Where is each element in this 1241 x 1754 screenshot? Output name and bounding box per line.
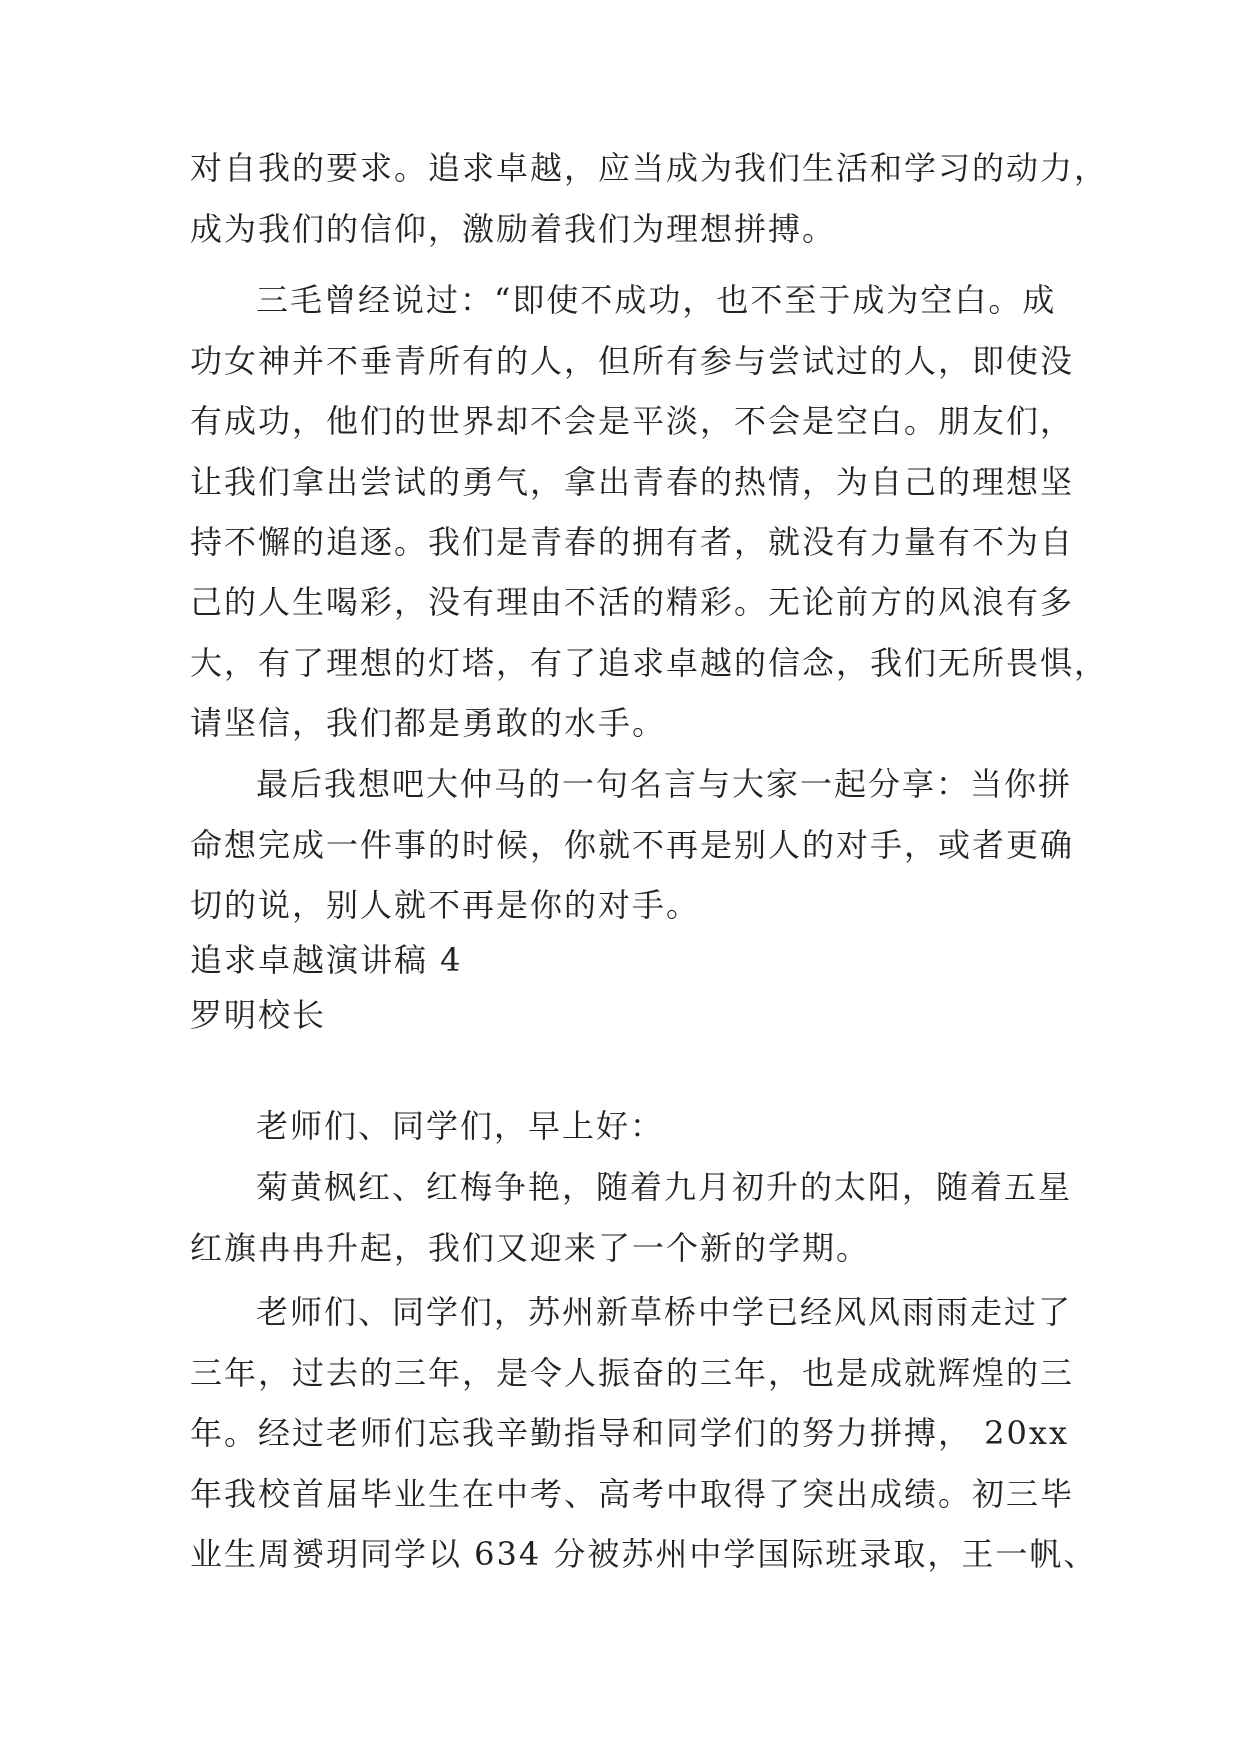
text-line: 己的人生喝彩，没有理由不活的精彩。无论前方的风浪有多 [190, 583, 1075, 621]
text-line: 请坚信，我们都是勇敢的水手。 [190, 704, 667, 742]
author-line: 罗明校长 [190, 996, 327, 1034]
text-line: 业生周赟玥同学以 634 分被苏州中学国际班录取，王一帆、 [190, 1535, 1098, 1573]
text-line: 功女神并不垂青所有的人，但所有参与尝试过的人，即使没 [190, 342, 1075, 380]
text-line: 年。经过老师们忘我辛勤指导和同学们的努力拼搏， 20xx [190, 1414, 1069, 1452]
text-line: 三年，过去的三年，是令人振奋的三年，也是成就辉煌的三 [190, 1354, 1075, 1392]
text-line: 三毛曾经说过：“即使不成功，也不至于成为空白。成 [256, 281, 1057, 319]
text-line: 菊黄枫红、红梅争艳，随着九月初升的太阳，随着五星 [256, 1168, 1073, 1206]
text-line: 有成功，他们的世界却不会是平淡，不会是空白。朋友们， [190, 402, 1075, 440]
text-line: 让我们拿出尝试的勇气，拿出青春的热情，为自己的理想坚 [190, 463, 1075, 501]
text-line: 切的说，别人就不再是你的对手。 [190, 886, 701, 924]
text-line: 年我校首届毕业生在中考、高考中取得了突出成绩。初三毕 [190, 1475, 1075, 1513]
text-line: 对自我的要求。追求卓越，应当成为我们生活和学习的动力， [190, 149, 1109, 187]
text-line: 最后我想吧大仲马的一句名言与大家一起分享：当你拼 [256, 765, 1073, 803]
text-line: 老师们、同学们，苏州新草桥中学已经风风雨雨走过了 [256, 1293, 1073, 1331]
text-line: 成为我们的信仰，激励着我们为理想拼搏。 [190, 210, 837, 248]
greeting-line: 老师们、同学们，早上好： [256, 1107, 665, 1145]
text-line: 大，有了理想的灯塔，有了追求卓越的信念，我们无所畏惧， [190, 644, 1109, 682]
section-title: 追求卓越演讲稿 4 [190, 941, 463, 979]
text-line: 红旗冉冉升起，我们又迎来了一个新的学期。 [190, 1229, 871, 1267]
text-line: 命想完成一件事的时候，你就不再是别人的对手，或者更确 [190, 826, 1075, 864]
text-line: 持不懈的追逐。我们是青春的拥有者，就没有力量有不为自 [190, 523, 1075, 561]
